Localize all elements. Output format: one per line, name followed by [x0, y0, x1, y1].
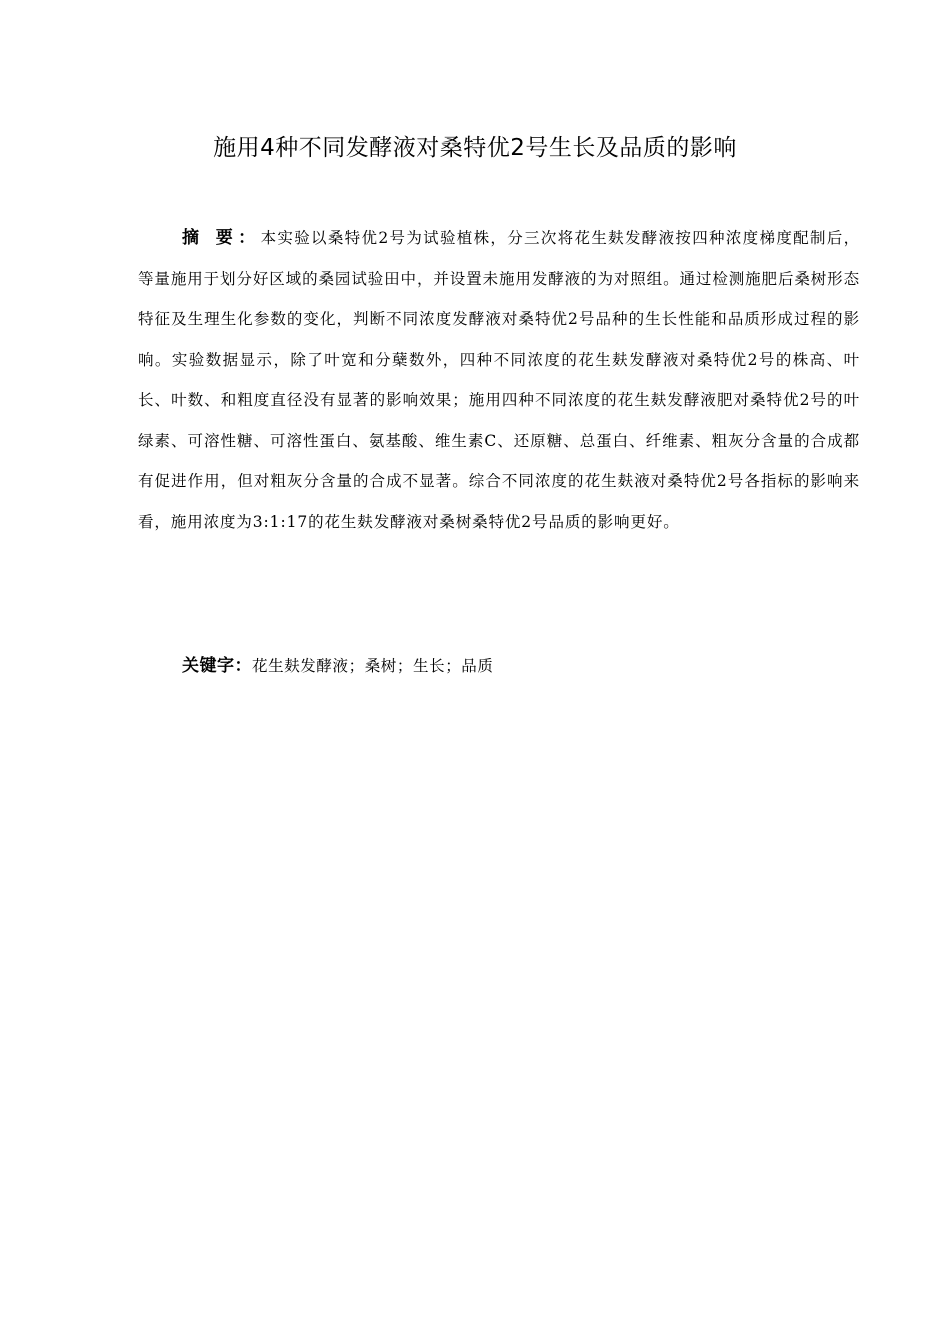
document-title: 施用4种不同发酵液对桑特优2号生长及品质的影响	[213, 135, 737, 161]
abstract-text: 本实验以桑特优2号为试验植株，分三次将花生麸发酵液按四种浓度梯度配制后，等量施用于划分好区域的桑园试验田中，并设置未施用发酵液的为对照组。通过检测施肥后桑树形态特征及生理生化参数的变化，判断不同浓度发酵液对桑特优2号品种的生长性能和品质形成过程的影响。实验数据显示，除了叶宽和分蘖数外，四种不同浓度的花生麸发酵液对桑特优2号的株高、叶长、叶数、和粗度直径没有显著的影响效果；施用四种不同浓度的花生麸发酵液肥对桑特优2号的叶绿素、可溶性糖、可溶性蛋白、氨基酸、维生素C、还原糖、总蛋白、纤维素、粗灰分含量的合成都有促进作用，但对粗灰分含量的合成不显著。综合不同浓度的花生麸液对桑特优2号各指标的影响来看，施用浓度为3:1:17的花生麸发酵液对桑树桑特优2号品质的影响更好。	[138, 229, 860, 531]
abstract-paragraph	[138, 218, 860, 542]
abstract-label: 摘 要：	[182, 228, 261, 248]
keywords-text: 花生麸发酵液；桑树；生长；品质	[252, 657, 494, 675]
keywords-paragraph	[182, 650, 862, 682]
keywords-label: 关键字：	[182, 656, 252, 676]
